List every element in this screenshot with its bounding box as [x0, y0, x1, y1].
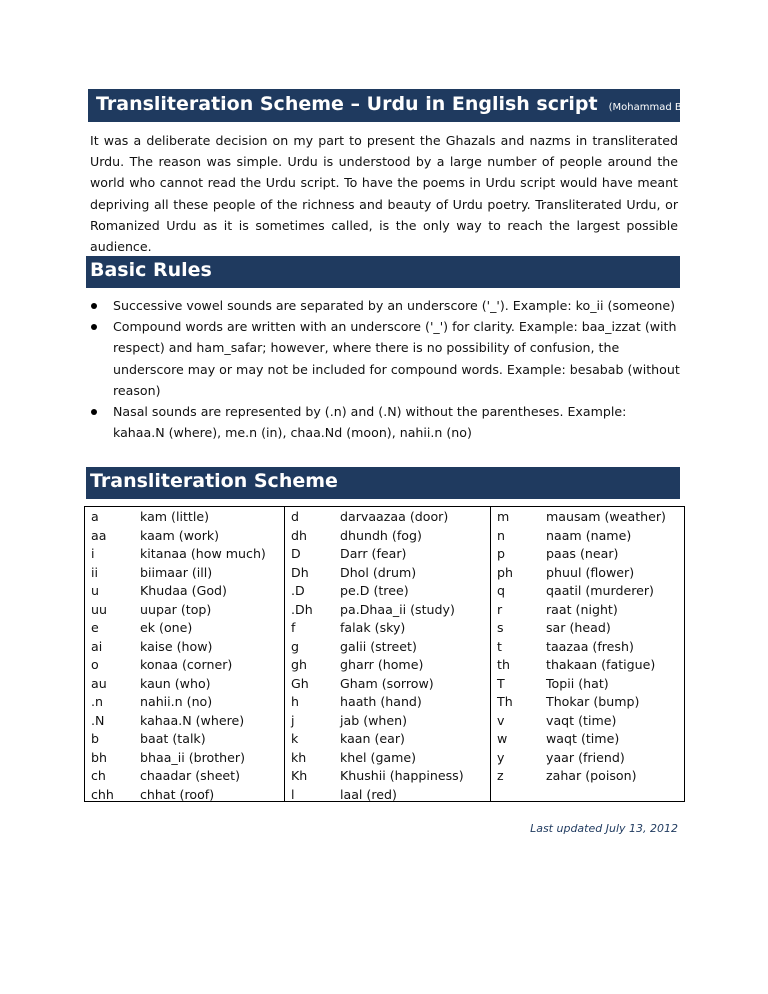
- example-cell: vaqt (time): [546, 712, 617, 728]
- table-row: [85, 656, 284, 675]
- table-row: [85, 564, 284, 583]
- table-row: [491, 656, 684, 675]
- table-row: [85, 786, 284, 805]
- table-row: [285, 730, 490, 749]
- table-row: [85, 619, 284, 638]
- symbol-cell: ai: [91, 638, 103, 654]
- example-cell: pe.D (tree): [340, 583, 409, 598]
- example-cell: kaise (how): [140, 638, 213, 654]
- table-column-2: [285, 507, 491, 801]
- example-cell: baat (talk): [140, 731, 206, 746]
- symbol-cell: i: [91, 546, 95, 561]
- table-row: [285, 601, 490, 620]
- table-row: [285, 767, 490, 786]
- transliteration-scheme-heading: Transliteration Scheme: [86, 467, 680, 499]
- table-row: [491, 619, 684, 638]
- table-row: [491, 545, 684, 564]
- rule-item: Compound words are written with an underscore ('_') for clarity. Example: baa_izzat (with respect) and ham_safar; however, where there is no possibility of confusion, the underscore may or may not be included for compound words. Example: besabab (without reason): [90, 316, 680, 401]
- symbol-cell: Th: [497, 694, 513, 709]
- symbol-cell: a: [91, 509, 99, 524]
- example-cell: Khushii (happiness): [340, 768, 464, 783]
- symbol-cell: .n: [91, 694, 103, 709]
- table-row: [85, 749, 284, 768]
- example-cell: jab (when): [340, 712, 408, 728]
- symbol-cell: D: [291, 546, 301, 561]
- example-cell: naam (name): [546, 527, 632, 543]
- symbol-cell: chh: [91, 786, 114, 802]
- table-row: [491, 564, 684, 583]
- example-cell: pa.Dhaa_ii (study): [340, 601, 455, 617]
- example-cell: qaatil (murderer): [546, 583, 654, 598]
- symbol-cell: m: [497, 509, 510, 524]
- example-cell: kam (little): [140, 509, 210, 524]
- example-cell: zahar (poison): [546, 768, 637, 783]
- symbol-cell: k: [291, 731, 299, 746]
- example-cell: kaan (ear): [340, 731, 405, 746]
- symbol-cell: gh: [291, 657, 307, 672]
- table-row: [285, 545, 490, 564]
- table-row: [491, 749, 684, 768]
- table-row: [285, 508, 490, 527]
- author-credit: (Mohammad Bilal Aftab): [608, 102, 730, 113]
- symbol-cell: e: [91, 620, 99, 635]
- example-cell: Khudaa (God): [140, 583, 227, 598]
- table-row: [85, 545, 284, 564]
- table-column-3: [491, 507, 684, 801]
- symbol-cell: .D: [291, 583, 305, 598]
- example-cell: darvaazaa (door): [340, 509, 449, 524]
- example-cell: Thokar (bump): [546, 694, 640, 709]
- symbol-cell: Gh: [291, 675, 309, 691]
- table-row: [491, 712, 684, 731]
- table-row: [85, 638, 284, 657]
- table-row: [85, 730, 284, 749]
- table-row: [491, 693, 684, 712]
- rule-item: Successive vowel sounds are separated by an underscore ('_'). Example: ko_ii (someone): [90, 295, 680, 316]
- table-column-1: [85, 507, 285, 801]
- example-cell: bhaa_ii (brother): [140, 749, 245, 765]
- table-row: [285, 675, 490, 694]
- table-row: [285, 712, 490, 731]
- example-cell: ek (one): [140, 620, 193, 635]
- table-row: [285, 656, 490, 675]
- example-cell: nahii.n (no): [140, 694, 213, 709]
- table-row: [491, 508, 684, 527]
- example-cell: galii (street): [340, 638, 417, 654]
- table-row: [285, 527, 490, 546]
- example-cell: Topii (hat): [546, 675, 609, 691]
- symbol-cell: l: [291, 786, 295, 802]
- table-row: [285, 749, 490, 768]
- example-cell: paas (near): [546, 546, 619, 561]
- basic-rules-heading: Basic Rules: [86, 256, 680, 288]
- symbol-cell: r: [497, 601, 503, 617]
- rule-item: Nasal sounds are represented by (.n) and (.N) without the parentheses. Example: kahaa.N (where), me.n (in), chaa.Nd (moon), nahii.n (no): [90, 401, 680, 443]
- symbol-cell: s: [497, 620, 504, 635]
- symbol-cell: y: [497, 749, 505, 765]
- example-cell: uupar (top): [140, 601, 212, 617]
- symbol-cell: uu: [91, 601, 107, 617]
- example-cell: haath (hand): [340, 694, 422, 709]
- example-cell: kahaa.N (where): [140, 712, 245, 728]
- example-cell: kitanaa (how much): [140, 546, 266, 561]
- symbol-cell: n: [497, 527, 505, 543]
- table-row: [491, 675, 684, 694]
- example-cell: falak (sky): [340, 620, 406, 635]
- symbol-cell: aa: [91, 527, 107, 543]
- table-row: [285, 786, 490, 805]
- symbol-cell: T: [497, 675, 505, 691]
- table-row: [285, 638, 490, 657]
- table-row: [285, 693, 490, 712]
- page-title: Transliteration Scheme – Urdu in English script: [96, 93, 598, 115]
- symbol-cell: ch: [91, 768, 106, 783]
- table-row: [85, 527, 284, 546]
- intro-paragraph: It was a deliberate decision on my part to present the Ghazals and nazms in transliterated Urdu. The reason was simple. Urdu is understood by a large number of people around the world who cannot read the Urdu script. To have the poems in Urdu script would have meant depriving all these people of the richness and beauty of Urdu poetry. Transliterated Urdu, or Romanized Urdu as it is sometimes called, is the only way to reach the largest possible audience.: [90, 133, 678, 255]
- example-cell: kaam (work): [140, 527, 220, 543]
- symbol-cell: Kh: [291, 768, 308, 783]
- symbol-cell: .Dh: [291, 601, 313, 617]
- symbol-cell: v: [497, 712, 505, 728]
- symbol-cell: f: [291, 620, 296, 635]
- symbol-cell: ph: [497, 564, 513, 580]
- symbol-cell: j: [291, 712, 295, 728]
- table-row: [85, 675, 284, 694]
- symbol-cell: d: [291, 509, 299, 524]
- example-cell: taazaa (fresh): [546, 638, 634, 654]
- symbol-cell: dh: [291, 527, 307, 543]
- example-cell: biimaar (ill): [140, 564, 213, 580]
- symbol-cell: th: [497, 657, 510, 672]
- table-row: [85, 767, 284, 786]
- symbol-cell: u: [91, 583, 99, 598]
- table-row: [85, 582, 284, 601]
- example-cell: waqt (time): [546, 731, 620, 746]
- table-row: [491, 582, 684, 601]
- table-row: [491, 730, 684, 749]
- symbol-cell: bh: [91, 749, 107, 765]
- symbol-cell: w: [497, 731, 508, 746]
- example-cell: yaar (friend): [546, 749, 625, 765]
- rules-list: [90, 295, 680, 443]
- symbol-cell: q: [497, 583, 505, 598]
- table-row: [491, 638, 684, 657]
- symbol-cell: o: [91, 657, 99, 672]
- symbol-cell: kh: [291, 749, 307, 765]
- example-cell: chaadar (sheet): [140, 768, 241, 783]
- example-cell: mausam (weather): [546, 509, 666, 524]
- symbol-cell: p: [497, 546, 505, 561]
- table-row: [85, 601, 284, 620]
- example-cell: Gham (sorrow): [340, 675, 434, 691]
- table-row: [285, 564, 490, 583]
- symbol-cell: z: [497, 768, 504, 783]
- table-row: [491, 767, 684, 786]
- table-row: [85, 508, 284, 527]
- example-cell: chhat (roof): [140, 786, 215, 802]
- symbol-cell: b: [91, 731, 99, 746]
- example-cell: gharr (home): [340, 657, 424, 672]
- example-cell: thakaan (fatigue): [546, 657, 656, 672]
- transliteration-table: [84, 506, 685, 802]
- example-cell: Dhol (drum): [340, 564, 417, 580]
- title-banner: [88, 89, 730, 122]
- table-row: [285, 619, 490, 638]
- example-cell: kaun (who): [140, 675, 211, 691]
- example-cell: khel (game): [340, 749, 417, 765]
- table-row: [491, 601, 684, 620]
- example-cell: raat (night): [546, 601, 618, 617]
- example-cell: laal (red): [340, 786, 397, 802]
- symbol-cell: au: [91, 675, 107, 691]
- table-row: [85, 693, 284, 712]
- example-cell: Darr (fear): [340, 546, 407, 561]
- symbol-cell: .N: [91, 712, 105, 728]
- table-row: [285, 582, 490, 601]
- table-row: [491, 527, 684, 546]
- example-cell: konaa (corner): [140, 657, 233, 672]
- example-cell: phuul (flower): [546, 564, 635, 580]
- table-row: [85, 712, 284, 731]
- symbol-cell: t: [497, 638, 502, 654]
- example-cell: sar (head): [546, 620, 611, 635]
- example-cell: dhundh (fog): [340, 527, 422, 543]
- symbol-cell: Dh: [291, 564, 309, 580]
- symbol-cell: h: [291, 694, 299, 709]
- symbol-cell: ii: [91, 564, 98, 580]
- last-updated: Last updated July 13, 2012: [530, 822, 678, 835]
- symbol-cell: g: [291, 638, 299, 654]
